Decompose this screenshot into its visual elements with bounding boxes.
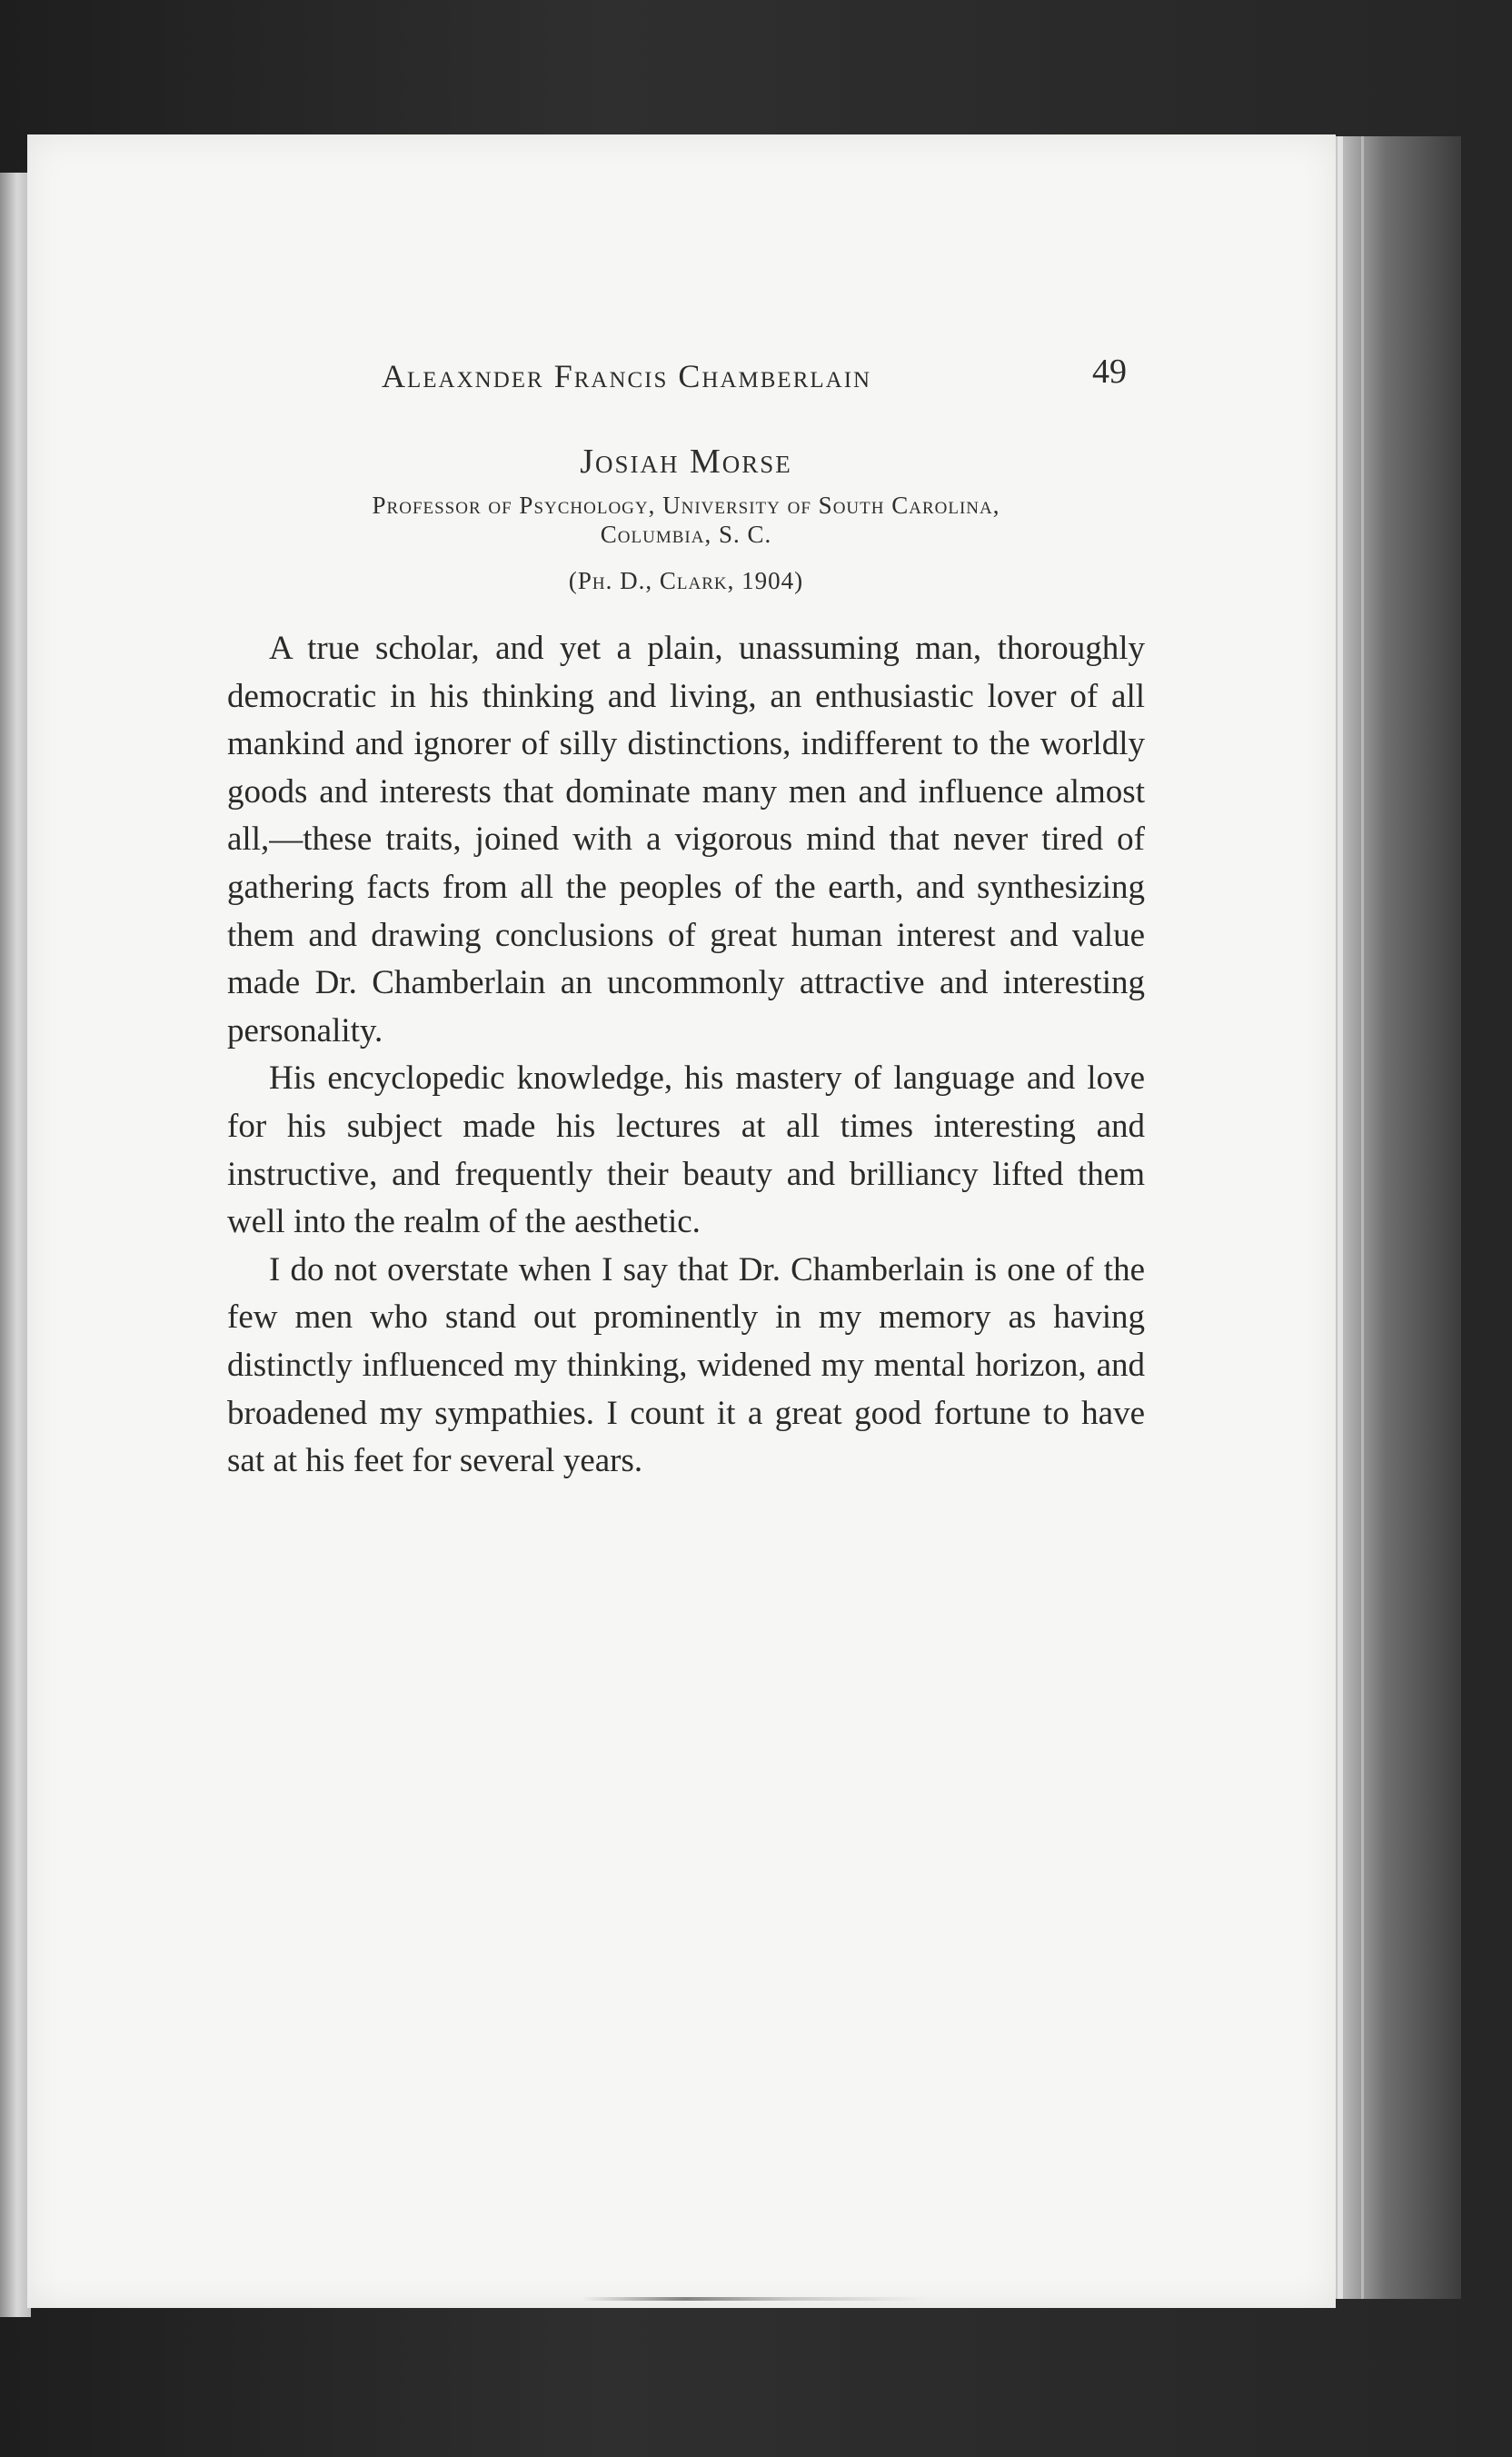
previous-page-edge bbox=[0, 173, 31, 2317]
running-head-title: Aleaxnder Francis Chamberlain bbox=[382, 358, 872, 394]
page-number: 49 bbox=[1092, 353, 1127, 391]
book-page bbox=[27, 134, 1336, 2308]
running-head bbox=[382, 353, 1127, 412]
paragraph: A true scholar, and yet a plain, unassuming man, thoroughly democratic in his thinking and living, an enthusiastic lover of all mankind and ignorer of silly distinctions, indifferent to the worldly goods and interests that dominate many men and influence almost all,—these traits, joined with a vigorous mind that never tired of gathering facts from all the peoples of the earth, and synthesizing them and drawing conclusions of great human interest and value made Dr. Chamberlain an uncommonly attractive and interesting personality. bbox=[227, 630, 1145, 1049]
scan-smudge bbox=[582, 2297, 927, 2301]
paragraph: His encyclopedic knowledge, his mastery of language and love for his subject made his lectures at all times interesting and instructive, and frequently their beauty and brilliancy lifted them well into the realm of the aesthetic. bbox=[227, 1059, 1145, 1241]
body-text bbox=[227, 625, 1145, 1486]
page-stack-edge bbox=[1325, 136, 1461, 2299]
author-block bbox=[264, 442, 1109, 595]
author-degree: (Ph. D., Clark, 1904) bbox=[568, 567, 804, 594]
author-affiliation bbox=[264, 491, 1109, 549]
author-affiliation-line2: Columbia, S. C. bbox=[600, 521, 772, 548]
author-name: Josiah Morse bbox=[580, 443, 792, 481]
paragraph: I do not overstate when I say that Dr. Chamberlain is one of the few men who stand out prominently in my memory as having distinctly influenced my thinking, widened my mental horizon, and broadened my sympathies. I count it a great good fortune to have sat at his feet for several years. bbox=[227, 1250, 1145, 1480]
author-affiliation-line1: Professor of Psychology, University of South Carolina, bbox=[372, 492, 1000, 519]
